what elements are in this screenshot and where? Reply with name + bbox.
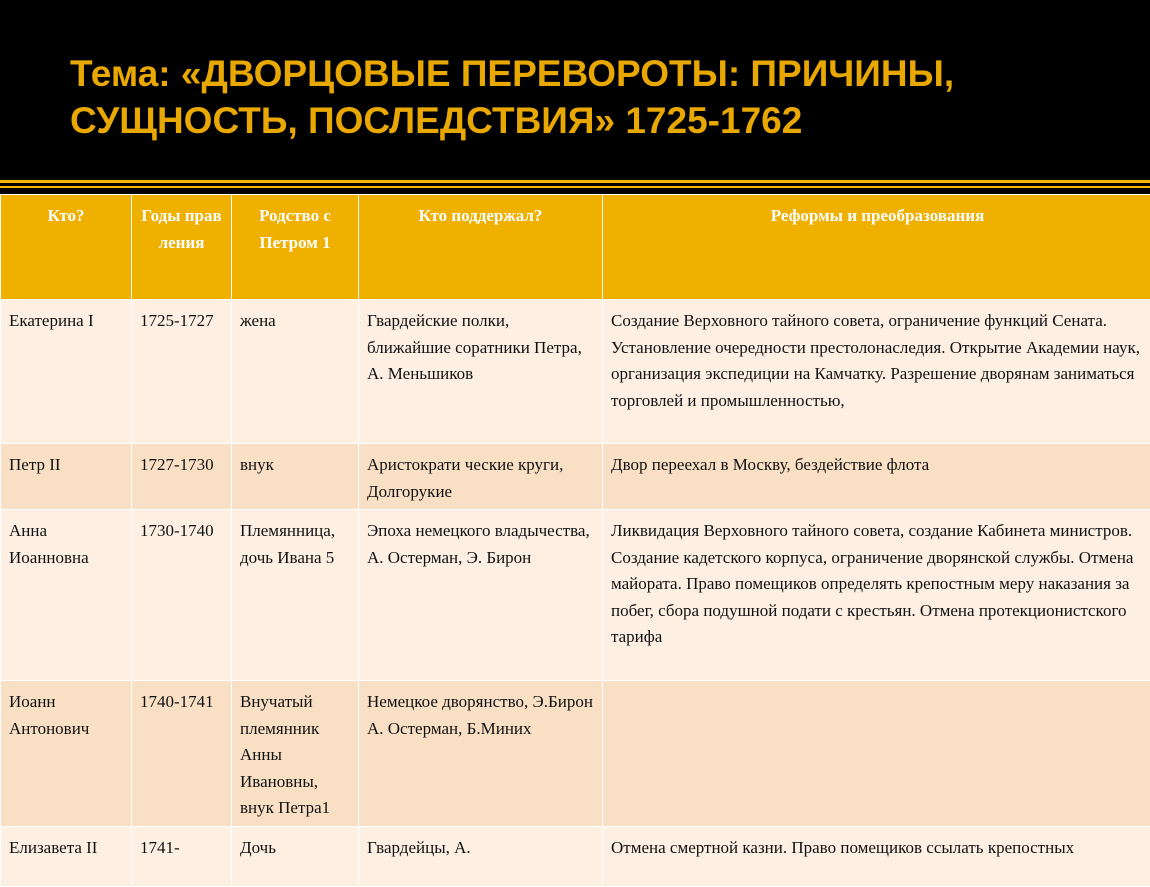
table-row [1, 300, 1150, 444]
cell-reforms: Отмена смертной казни. Право помещиков ссылать крепостных [603, 826, 1150, 886]
cell-reforms: Создание Верховного тайного совета, ограничение функций Сената. Установление очередности престолонаследия. Открытие Академии наук, организация экспедиции на Камчатку. Разрешение дворянам заниматься торговлей и промышленностью, [603, 300, 1150, 444]
table-header-row [1, 195, 1150, 300]
table-row [1, 510, 1150, 681]
title-area [0, 0, 1150, 178]
title-years: 1725-1762 [625, 100, 802, 141]
table-row [1, 826, 1150, 886]
rulers-table [0, 194, 1150, 887]
header-years: Годы правления [132, 195, 232, 300]
cell-reforms: Двор переехал в Москву, бездействие флота [603, 444, 1150, 510]
cell-support: Гвардейцы, А. [359, 826, 603, 886]
header-support: Кто поддержал? [359, 195, 603, 300]
title-line-1: Тема: «ДВОРЦОВЫЕ ПЕРЕВОРОТЫ: ПРИЧИНЫ, [70, 53, 954, 94]
cell-years: 1740-1741 [132, 681, 232, 827]
cell-years: 1727-1730 [132, 444, 232, 510]
cell-kin: внук [232, 444, 359, 510]
slide-title [70, 50, 1130, 144]
table-row [1, 681, 1150, 827]
cell-support: Немецкое дворянство, Э.Бирон А. Остерман, Б.Миних [359, 681, 603, 827]
cell-support: Гвардейские полки, ближайшие соратники Петра, А. Меньшиков [359, 300, 603, 444]
divider-line [0, 180, 1150, 183]
divider-line [0, 186, 1150, 188]
cell-years: 1730-1740 [132, 510, 232, 681]
cell-who: Петр II [1, 444, 132, 510]
cell-kin: жена [232, 300, 359, 444]
cell-who: Иоанн Антонович [1, 681, 132, 827]
header-kin: Родство с Петром 1 [232, 195, 359, 300]
cell-years: 1741- [132, 826, 232, 886]
table-row [1, 444, 1150, 510]
title-line-2: СУЩНОСТЬ, ПОСЛЕДСТВИЯ» [70, 100, 615, 141]
cell-reforms [603, 681, 1150, 827]
header-reforms: Реформы и преобразования [603, 195, 1150, 300]
cell-kin: Внучатый племянник Анны Ивановны, внук Петра1 [232, 681, 359, 827]
cell-who: Екатерина I [1, 300, 132, 444]
cell-years: 1725-1727 [132, 300, 232, 444]
cell-kin: Дочь [232, 826, 359, 886]
cell-who: Елизавета II [1, 826, 132, 886]
cell-kin: Племянница, дочь Ивана 5 [232, 510, 359, 681]
cell-who: Анна Иоанновна [1, 510, 132, 681]
cell-reforms: Ликвидация Верховного тайного совета, создание Кабинета министров. Создание кадетского корпуса, ограничение дворянской службы. Отмена майората. Право помещиков определять крепостным меру наказания за побег, сбора подушной подати с крестьян. Отмена протекционистского тарифа [603, 510, 1150, 681]
header-who: Кто? [1, 195, 132, 300]
cell-support: Эпоха немецкого владычества, А. Остерман, Э. Бирон [359, 510, 603, 681]
cell-support: Аристократи ческие круги, Долгорукие [359, 444, 603, 510]
